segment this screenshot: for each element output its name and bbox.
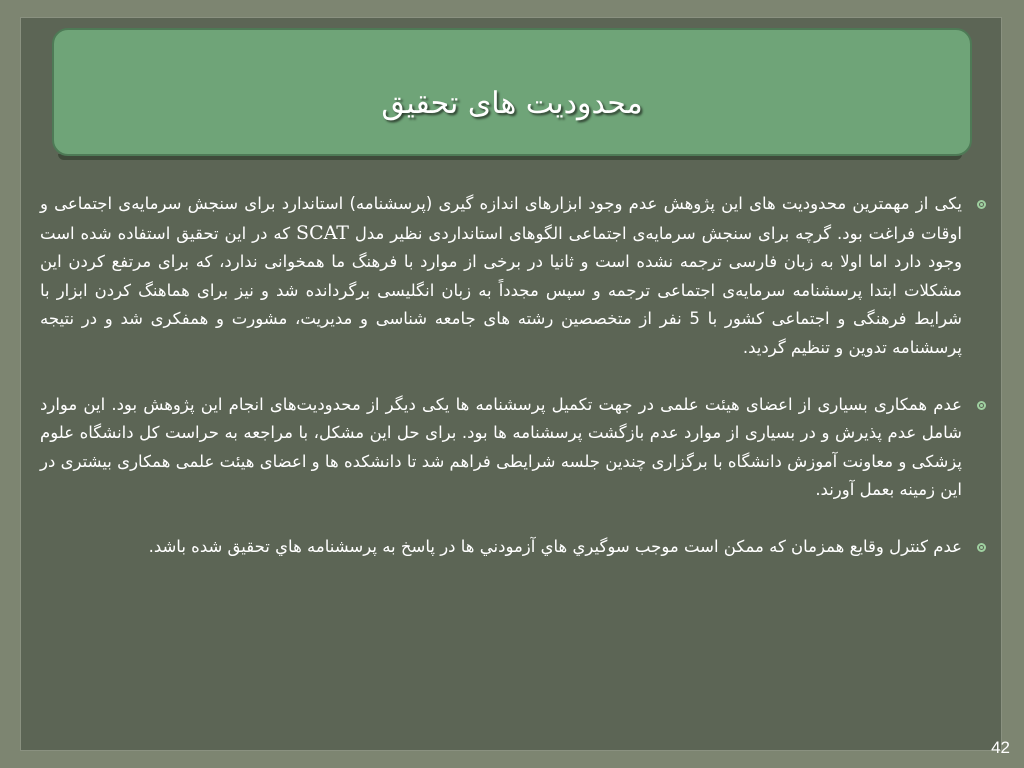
- page-number: 42: [991, 738, 1010, 757]
- bullet-text-part: یکی از مهمترین محدودیت های این پژوهش عدم وجود ابزارهای اندازه گیری (پرسشنامه) استاندارد برای سنجش سرمایه‌ی اجتماعی و اوقات فراغت بود. گرچه برای سنجش سرمایه‌ی اجتماعی الگوهای استانداردی نظیر مدل: [40, 194, 962, 243]
- bullet-item-1: [40, 190, 986, 363]
- slide-content: [40, 190, 986, 590]
- slide-title: محدودیت های تحقیق: [381, 86, 643, 121]
- bullet-text: عدم همکاری بسیاری از اعضای هیئت علمی در جهت تکمیل پرسشنامه ها یکی دیگر از محدودیت‌های انجام این پژوهش بود. این موارد شامل عدم پذیرش و در بسیاری از موارد عدم بازگشت پرسشنامه ها بود. برای حل این مشکل، با مراجعه به حراست کل دانشگاه علوم پزشکی و معاونت آموزش دانشگاه با برگزاری چندین جلسه شرایطی فراهم شد تا دانشکده ها و اعضای هیئت علمی همکاری بیشتری در این زمینه بعمل آورند.: [40, 394, 962, 500]
- bullet-item-2: [40, 391, 986, 505]
- bullet-circle-icon: [977, 401, 986, 410]
- scat-model-name: SCAT: [296, 221, 349, 244]
- bullet-item-3: [40, 533, 986, 562]
- bullet-circle-icon: [977, 543, 986, 552]
- bullet-text: عدم کنترل وقايع همزمان که ممکن است موجب سوگيري هاي آزمودني ها در پاسخ به پرسشنامه هاي تحقيق شده باشد.: [148, 536, 962, 556]
- bullet-text-part: که در این تحقیق استفاده شده است وجود دارد اما اولا به زبان فارسی ترجمه نشده است و ثانیا در برخی از موارد با فرهنگ ما همخوانی ندارد، که برای مرتفع کردن این مشکلات ابتدا پرسشنامه سرمایه‌ی اجتماعی ترجمه و سپس مجدداً به زبان انگلیسی برگردانده شد و نیز برای هماهنگ کردن ابزار با شرایط فرهنگی و اجتماعی کشور با 5 نفر از متخصصین رشته های جامعه شناسی و مدیریت، مشورت و همفکری شد و در نتیجه پرسشنامه تدوین و تنظیم گردید.: [40, 223, 962, 357]
- bullet-circle-icon: [977, 200, 986, 209]
